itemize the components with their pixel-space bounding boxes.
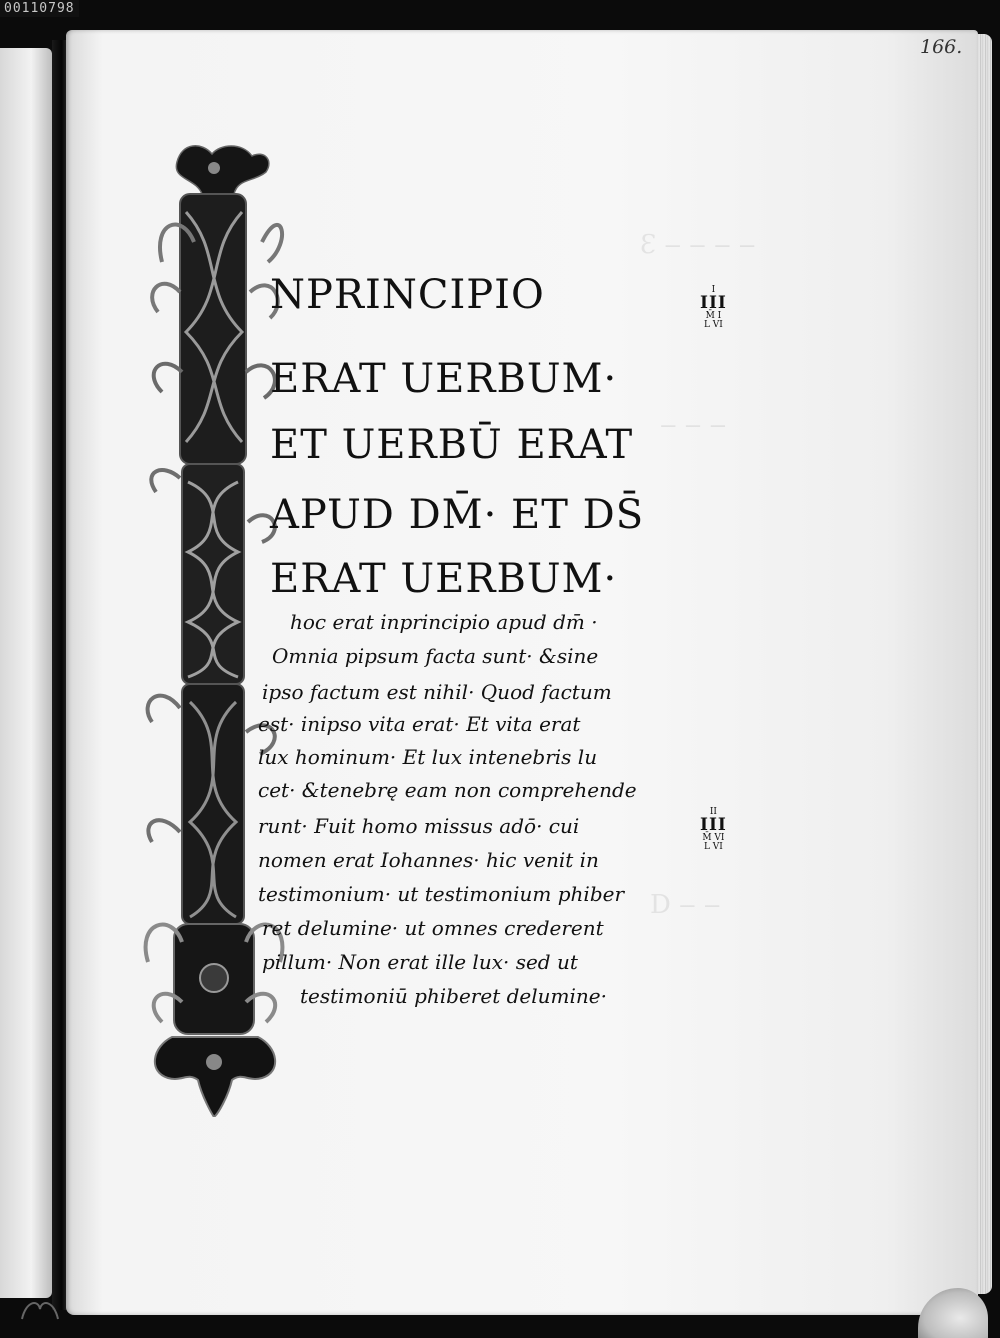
initial-bottom-terminal [155, 1037, 275, 1117]
corner-ornament [20, 1295, 60, 1321]
text-line-11: pillum· Non erat ille lux· sed ut [262, 950, 578, 974]
text-line-6: cet· &tenebrę eam non comprehende [258, 778, 637, 802]
folio-number: 166. [920, 36, 963, 58]
canon-note-mid: M̄ I [705, 311, 722, 321]
text-line-3: ipso factum est nihil· Quod factum [262, 680, 612, 704]
canon-note-top: II [709, 807, 717, 817]
show-through-decoration: ‒ ‒ ‒ [660, 410, 727, 440]
initial-top-finial [176, 146, 269, 194]
text-line-2: Omnia pipsum facta sunt· &sine [272, 644, 599, 668]
incipit-line-5: ERAT UERBUM· [270, 556, 618, 602]
text-line-5: lux hominum· Et lux intenebris lu [258, 745, 598, 769]
initial-bottom-foliate [146, 924, 283, 1034]
text-line-12: testimoniū phiberet delumine· [300, 984, 607, 1008]
text-line-8: nomen erat Iohannes· hic venit in [258, 848, 599, 872]
canon-note-bottom: L VI [703, 842, 723, 852]
facing-page-edge [0, 48, 52, 1298]
text-line-9: testimonium· ut testimonium phiber [258, 882, 625, 906]
initial-middle-knot [151, 464, 275, 684]
show-through-decoration: Ɛ ‒ ‒ ‒ ‒ [640, 230, 756, 260]
text-line-7: runt· Fuit homo missus adō· cui [258, 814, 580, 838]
canon-note-main: III [700, 815, 727, 835]
image-id-label: 00110798 [0, 0, 79, 17]
canon-note-mid: M̄ VI [702, 833, 725, 843]
text-line-10: ret delumine· ut omnes crederent [262, 916, 604, 940]
canon-note-bottom: L VI [703, 320, 723, 330]
text-line-1: hoc erat inprincipio apud dm̄ · [290, 610, 598, 634]
canon-note-2 [700, 808, 727, 852]
incipit-line-4: APUD DM̄· ET DS̄ [270, 492, 645, 538]
incipit-line-1: NPRINCIPIO [270, 272, 545, 318]
initial-lower-interlace [148, 684, 275, 924]
incipit-line-3: ET UERBŪ ERAT [270, 422, 634, 468]
incipit-line-2: ERAT UERBUM· [270, 356, 618, 402]
canon-note-main: III [700, 293, 727, 313]
canon-note-1 [700, 286, 727, 330]
show-through-decoration: D ‒ ‒ [650, 890, 721, 920]
initial-upper-interlace [152, 194, 282, 464]
text-line-4: est· inipso vita erat· Et vita erat [258, 712, 581, 736]
canon-note-top: I [711, 285, 716, 295]
